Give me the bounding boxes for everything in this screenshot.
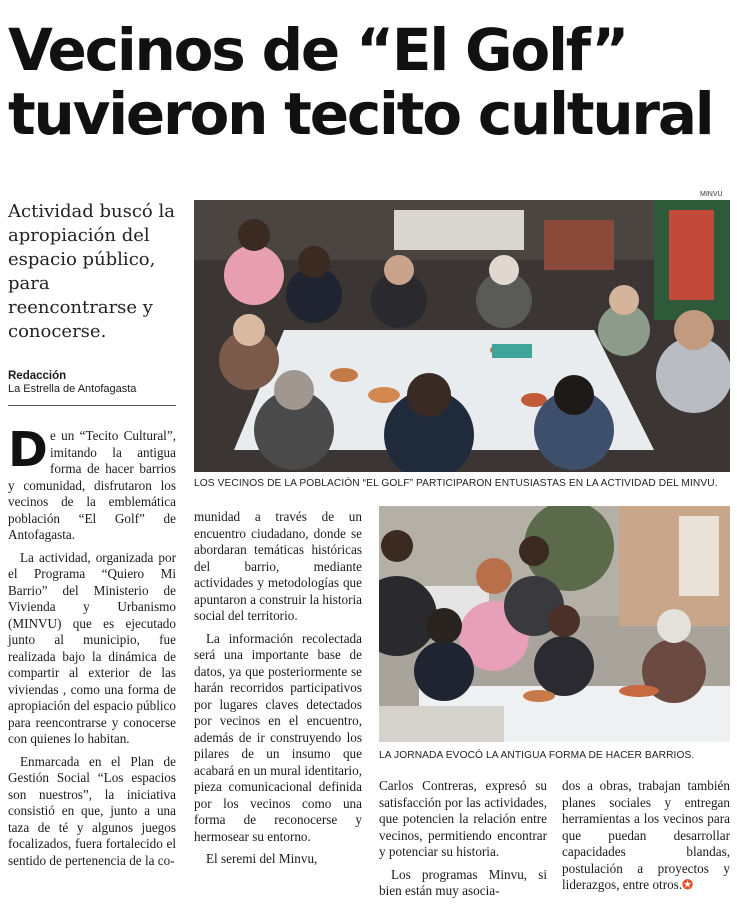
article-paragraph: El seremi del Minvu, [206,851,318,866]
photo-1-caption: LOS VECINOS DE LA POBLACIÓN “EL GOLF” PARTICIPARON ENTUSIASTAS EN LA ACTIVIDAD DEL MINVU. [194,478,718,489]
article-paragraph [562,778,730,894]
lead-paragraph: Actividad buscó la apropiación del espacio público, para reencontrarse y conocerse. [8,201,175,342]
byline-publication: La Estrella de Antofagasta [8,383,137,395]
photo-2-illustration [379,506,730,742]
article-paragraph: La actividad, organizada por el Programa “Quiero Mi Barrio” del Ministerio de Vivienda y Urbanismo (MINVU) que es ejecutado junto al municipio, fue realizada bajo la dinámica de compartir al exterior de las viviendas , como una forma de apropiación del espacio público para reencontrarse y conocerse con quienes lo habitan. [8,549,176,746]
byline-author: Redacción [8,370,67,382]
article-column-4 [562,778,730,900]
headline [8,18,733,146]
article-column-3 [379,778,547,906]
headline-line-1: Vecinos de “El Golf” [8,16,628,84]
photo-community-tea-table [194,200,730,472]
article-paragraph: La información recolectada será una importante base de datos, ya que posteriormente se harán recorridos participativos por lugares claves detectados por vecinos en el encuentro, además de ir construyendo los pilares de un insumo que acabará en un mural identitario, pieza comunicacional definida por los vecinos como una forma de reconocerse y hermosear su entorno. [194,630,362,844]
article-paragraph [8,422,176,544]
photo-2-caption: LA JORNADA EVOCÓ LA ANTIGUA FORMA DE HACER BARRIOS. [379,750,695,761]
photo-1-illustration [194,200,730,472]
end-mark-icon: ✪ [682,877,694,892]
article-column-1 [8,422,176,875]
article-paragraph-text: dos a obras, trabajan también planes sociales y entregan herramientas a los vecinos para que puedan desarrollar capacidades blandas, postulación a proyectos y liderazgos, entre otros. [562,778,730,892]
article-paragraph: munidad a través de un encuentro ciudadano, donde se abordaran temáticas históricas del barrio, mediante actividades y metodologías que apuntaron a construir la historia social del territorio. [194,509,362,623]
byline-divider [8,405,176,406]
article-paragraph: Enmarcada en el Plan de Gestión Social “Los espacios son nuestros”, la iniciativa consistió en que, junto a una taza de té y algunos juegos focalizados, fuera fortalecido el sentido de pertenencia de la co- [8,753,176,868]
headline-line-2: tuvieron tecito cultural [8,80,713,148]
photo-neighbors-outdoor [379,506,730,742]
byline [8,370,178,395]
article-paragraph: Los programas Minvu, si bien están muy asocia- [379,866,547,898]
photo-credit: MINVU [700,191,723,198]
article-column-2 [194,509,362,874]
article-paragraph-text: e un “Tecito Cultural”, imitando la antigua forma de hacer barrios y comunidad, disfrutaron los vecinos de la emblemática población “El Golf” de Antofagasta. [8,428,176,542]
drop-cap: D [8,422,48,478]
article-paragraph: Carlos Contreras, expresó su satisfacción por las actividades, que potencien la relación entre vecinos, permitiendo encontrar y potenciar su historia. [379,778,547,859]
